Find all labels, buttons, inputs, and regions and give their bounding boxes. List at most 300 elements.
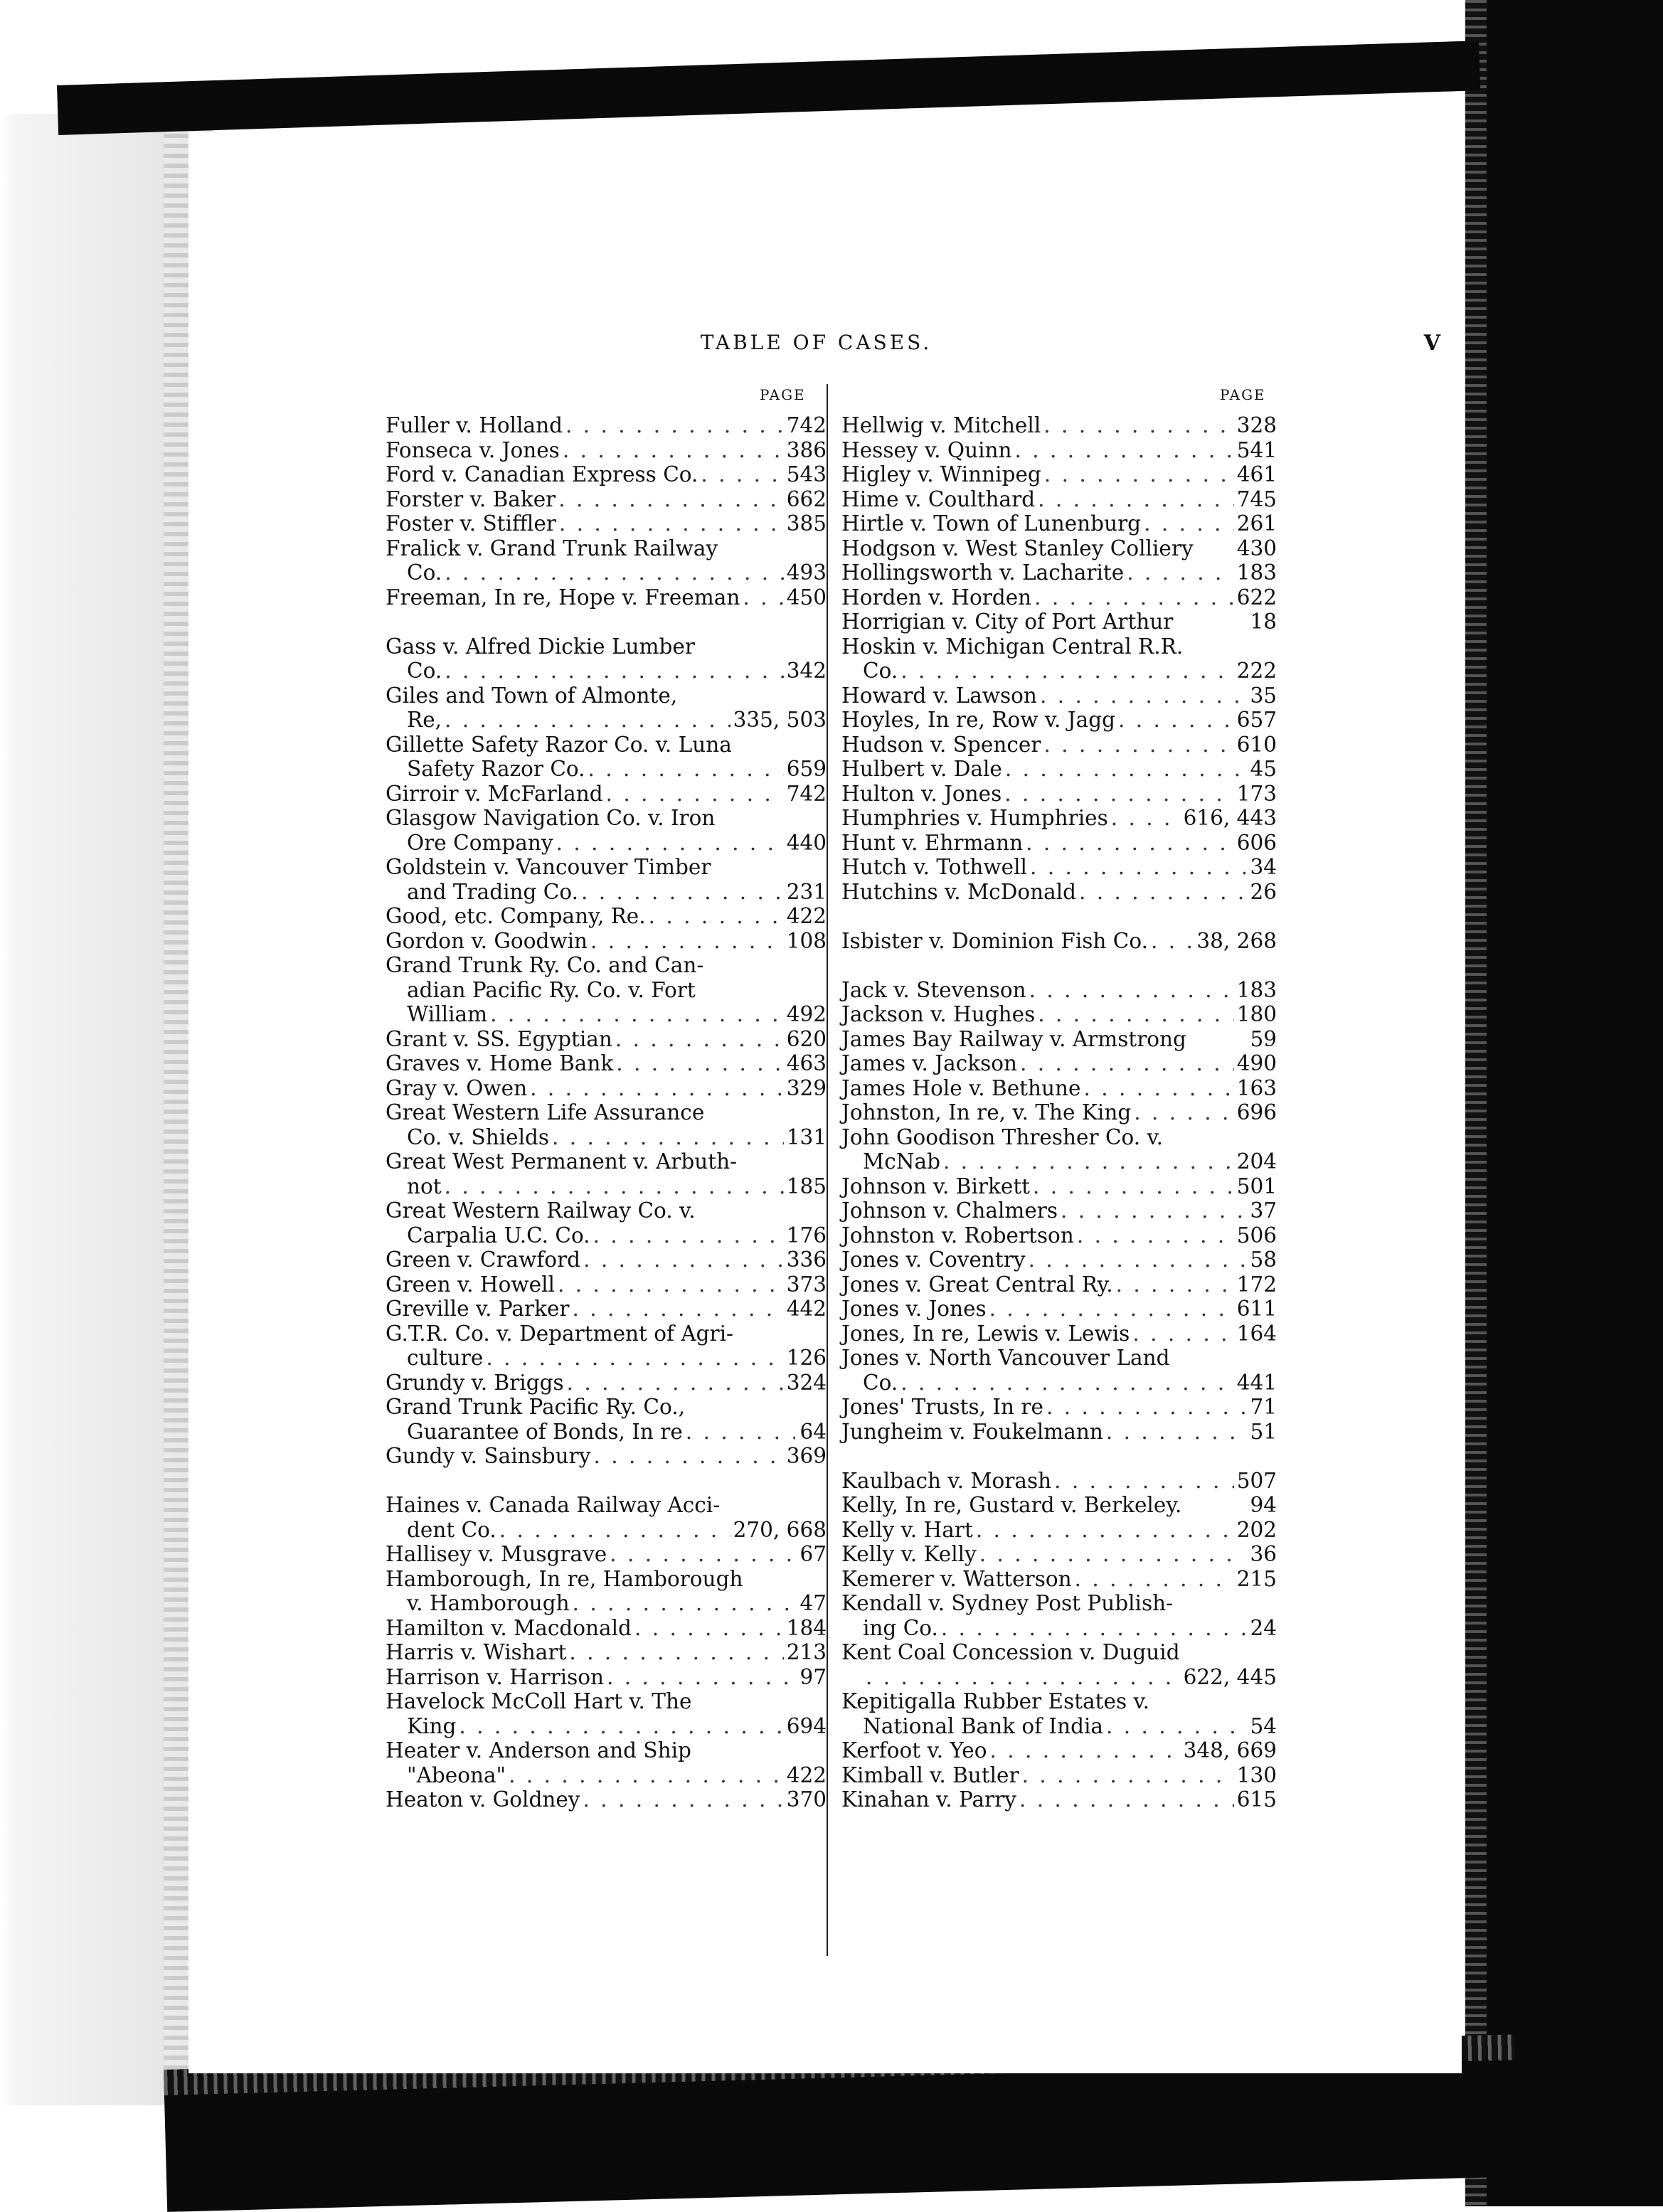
case-entry [841,978,1277,1003]
dot-leader [866,1665,1181,1690]
case-name: James v. Jackson [841,1051,1017,1075]
case-name: Grand Trunk Ry. Co. and Can- [386,953,704,977]
case-entry [841,1100,1277,1125]
case-page-number: 622, 445 [1183,1664,1277,1689]
dot-leader [1061,1198,1245,1223]
dot-leader [1038,487,1234,512]
case-page-number: 450 [786,585,827,610]
case-name: James Hole v. Bethune [841,1075,1081,1100]
case-page-number: 34 [1250,855,1277,879]
case-page-number: 543 [786,462,827,486]
case-name: Foster v. Stiffler [386,511,556,536]
dot-leader [1116,1272,1234,1297]
dot-leader [1106,1714,1245,1739]
dot-leader [1127,560,1233,585]
case-entry [841,536,1277,561]
dot-leader [686,1420,795,1445]
case-entry [841,684,1277,708]
case-entry [841,1125,1277,1150]
dot-leader [1111,806,1181,831]
case-entry [841,1787,1277,1812]
case-entry [841,1714,1277,1739]
case-name: G.T.R. Co. v. Department of Agri- [386,1321,734,1346]
dot-leader [1043,413,1233,438]
dot-leader [556,831,784,856]
case-name: Good, etc. Company, Re. [386,904,646,928]
case-entry [386,782,827,807]
case-entry [386,1665,827,1690]
case-page-number: 541 [1236,437,1277,462]
case-page-number: 173 [1236,781,1277,806]
case-name: Great Western Railway Co. v. [386,1198,696,1223]
case-entry [841,1738,1277,1763]
case-name: Goldstein v. Vancouver Timber [386,855,711,879]
dot-leader [499,1518,730,1543]
case-entry [841,1198,1277,1223]
case-page-number: 342 [786,659,827,683]
dot-leader [1022,1763,1234,1788]
case-entry [841,585,1277,610]
dot-leader [567,1371,784,1395]
case-name: Girroir v. McFarland [386,781,603,806]
dot-leader [610,1542,795,1567]
case-name: Co. [863,1370,898,1395]
case-entry [386,560,827,585]
case-page-number: 369 [786,1444,827,1468]
case-name: Glasgow Navigation Co. v. Iron [386,806,716,830]
dot-leader [1134,1100,1233,1125]
case-name: Jack v. Stevenson [841,977,1026,1002]
case-name: Kendall v. Sydney Post Publish- [841,1591,1174,1615]
case-entry [841,1223,1277,1248]
case-entry [386,1272,827,1297]
case-name: Gray v. Owen [386,1075,528,1100]
case-page-number: 662 [786,486,827,511]
dot-leader [743,585,783,610]
case-name: Jones' Trusts, In re [841,1395,1043,1419]
case-name: Jones v. North Vancouver Land [841,1346,1170,1370]
case-name: Johnston v. Robertson [841,1223,1074,1248]
page-title: TABLE OF CASES. [700,331,933,354]
case-page-number: 26 [1250,879,1277,904]
case-entry [841,1567,1277,1592]
dot-leader [616,1051,783,1076]
case-entry [386,1248,827,1272]
dot-leader [1029,1248,1245,1272]
case-name: Heaton v. Goldney [386,1787,580,1812]
case-name: not [407,1174,442,1198]
case-name: Great Western Life Assurance [386,1100,705,1124]
case-name: Co. [407,560,442,585]
case-entry [386,904,827,929]
case-name: Jackson v. Hughes [841,1002,1036,1026]
case-entry [386,1542,827,1567]
dot-leader [1083,1076,1233,1101]
case-page-number: 422 [786,1762,827,1787]
dot-leader [1043,733,1233,757]
case-page-number: 490 [1236,1051,1277,1075]
left-case-column [386,413,827,1812]
dot-leader [1026,831,1234,856]
case-page-number: 215 [1236,1566,1277,1591]
case-entry [386,1027,827,1052]
case-page-number: 694 [786,1713,827,1738]
case-page-number: 18 [1250,610,1277,634]
case-entry [841,413,1277,438]
case-name: Hulbert v. Dale [841,757,1002,781]
dot-leader [593,1444,783,1469]
case-name: Gillette Safety Razor Co. v. Luna [386,732,732,757]
dot-leader [1020,1051,1234,1076]
case-page-number: 37 [1250,1198,1277,1223]
case-page-number: 108 [786,928,827,953]
case-entry [386,1174,827,1199]
case-entry [386,536,827,561]
case-entry [386,1198,827,1223]
case-entry [386,1616,827,1641]
dot-leader [445,1174,784,1199]
case-page-number: 492 [786,1002,827,1026]
page-number: V [1423,331,1440,356]
case-entry [841,1272,1277,1297]
case-entry [386,585,827,610]
case-entry [841,806,1277,831]
dot-leader [1046,1395,1245,1420]
dot-leader [1151,929,1194,954]
case-entry [841,1002,1277,1027]
case-entry [841,880,1277,905]
case-entry [386,1493,827,1518]
case-name: Jones v. Jones [841,1297,987,1321]
case-name: adian Pacific Ry. Co. v. Fort [407,977,696,1002]
case-page-number: 745 [1236,486,1277,511]
case-name: Hamilton v. Macdonald [386,1615,632,1640]
case-name: Hutch v. Tothwell [841,855,1027,879]
dot-leader [583,1248,784,1272]
case-entry [386,733,827,757]
case-page-number: 183 [1236,560,1277,585]
case-page-number: 616, 443 [1183,806,1277,830]
case-entry [841,610,1277,634]
case-entry [386,1763,827,1788]
dot-leader [634,1616,784,1641]
dot-leader [1132,1322,1233,1346]
case-entry [841,1665,1277,1690]
case-page-number: 620 [786,1026,827,1051]
dot-leader [989,1297,1234,1322]
case-entry [841,1395,1277,1420]
case-entry [841,1518,1277,1543]
case-page-number: 35 [1250,683,1277,708]
case-entry [841,1174,1277,1199]
case-name: Hodgson v. West Stanley Colliery [841,536,1194,560]
case-name: Kelly v. Hart [841,1517,973,1542]
case-page-number: 183 [1236,977,1277,1002]
case-name: Re, [407,708,442,732]
dot-leader [1054,1469,1234,1494]
case-page-number: 386 [786,437,827,462]
case-entry [386,1051,827,1076]
dot-leader [590,929,784,954]
case-name: McNab [863,1149,941,1174]
case-name: Kaulbach v. Morash [841,1468,1052,1493]
case-name: and Trading Co. [407,879,578,904]
case-page-number: 463 [786,1051,827,1075]
dot-leader [1005,757,1245,782]
dot-leader [941,1616,1245,1641]
dot-leader [1118,708,1234,733]
case-page-number: 222 [1236,659,1277,683]
case-name: Havelock McColl Hart v. The [386,1689,692,1713]
case-entry [841,1027,1277,1052]
case-name: Fralick v. Grand Trunk Railway [386,536,718,560]
case-entry [841,1640,1277,1665]
scan-margin-top [57,41,1480,135]
case-entry [841,1051,1277,1076]
dot-leader [1144,511,1234,536]
case-name: Johnson v. Chalmers [841,1198,1058,1223]
case-name: Fonseca v. Jones [386,437,560,462]
case-page-number: 164 [1236,1321,1277,1346]
case-entry [386,413,827,438]
case-entry [386,438,827,463]
section-gap [841,953,1277,978]
case-page-number: 370 [786,1787,827,1812]
case-name: Safety Razor Co. [407,757,585,781]
case-name: Co. [863,659,898,683]
case-page-number: 64 [799,1419,827,1444]
left-column-page-heading: PAGE [760,386,806,403]
case-name: Graves v. Home Bank [386,1051,614,1075]
case-entry [386,1420,827,1445]
dot-leader [649,904,784,929]
case-entry [841,757,1277,782]
case-entry [386,487,827,512]
case-entry [386,806,827,831]
case-page-number: 493 [786,560,827,585]
case-page-number: 180 [1236,1002,1277,1026]
case-entry [841,1469,1277,1494]
case-entry [386,1640,827,1665]
section-gap [386,610,827,634]
case-name: Howard v. Lawson [841,683,1037,708]
case-entry [841,487,1277,512]
case-page-number: 659 [786,757,827,781]
case-entry [386,1297,827,1322]
dot-leader [530,1076,784,1101]
dot-leader [1106,1420,1245,1445]
dot-leader [565,413,784,438]
case-page-number: 348, 669 [1183,1738,1277,1762]
dot-leader [573,1297,784,1322]
case-name: Jones v. Great Central Ry. [841,1272,1113,1297]
dot-leader [1075,1567,1234,1592]
case-name: Heater v. Anderson and Ship [386,1738,691,1762]
case-entry [841,1248,1277,1272]
case-page-number: 51 [1250,1419,1277,1444]
case-name: culture [407,1346,484,1370]
case-entry [841,782,1277,807]
case-page-number: 328 [1236,413,1277,437]
dot-leader [1038,1002,1233,1027]
case-name: William [407,1002,488,1026]
case-entry [386,855,827,880]
case-entry [386,1002,827,1027]
case-page-number: 442 [786,1297,827,1321]
case-name: ing Co. [863,1615,938,1640]
case-entry [386,1444,827,1469]
case-page-number: 58 [1250,1248,1277,1272]
case-page-number: 261 [1236,511,1277,536]
case-name: Hollingsworth v. Lacharite [841,560,1125,585]
case-name: Haines v. Canada Railway Acci- [386,1493,721,1517]
case-page-number: 373 [786,1272,827,1297]
dot-leader [1044,462,1234,487]
case-entry [841,659,1277,684]
dot-leader [615,1027,784,1052]
case-name: Hirtle v. Town of Lunenburg [841,511,1142,536]
case-entry [841,708,1277,733]
page-header [188,331,1455,366]
case-entry [386,757,827,782]
case-entry [386,462,827,487]
case-entry [386,1395,827,1420]
case-entry [841,1616,1277,1641]
case-name: Gundy v. Sainsbury [386,1444,591,1468]
dot-leader [445,708,730,733]
case-page-number: 441 [1236,1370,1277,1395]
case-name: Freeman, In re, Hope v. Freeman [386,585,740,610]
case-entry [386,880,827,905]
case-name: Kepitigalla Rubber Estates v. [841,1689,1150,1713]
dot-leader [490,1002,784,1027]
case-page-number: 336 [786,1248,827,1272]
case-entry [841,511,1277,536]
case-name: Kerfoot v. Yeo [841,1738,987,1762]
case-entry [841,1420,1277,1445]
case-entry [841,733,1277,757]
dot-leader [509,1763,784,1788]
case-entry [841,1591,1277,1616]
case-page-number: 231 [786,879,827,904]
case-page-number: 506 [1236,1223,1277,1248]
case-page-number: 213 [786,1640,827,1664]
case-entry [841,1371,1277,1395]
dot-leader [581,880,784,905]
case-entry [386,708,827,733]
case-name: Hulton v. Jones [841,781,1002,806]
case-entry [386,1322,827,1346]
dot-leader [459,1714,783,1739]
case-page-number: 131 [786,1124,827,1149]
dot-leader [445,659,783,684]
case-entry [386,1518,827,1543]
case-name: James Bay Railway v. Armstrong [841,1026,1186,1051]
case-entry [386,1567,827,1592]
case-name: Harrison v. Harrison [386,1664,604,1689]
case-entry [386,1149,827,1174]
case-name: Harris v. Wishart [386,1640,567,1664]
scan-margin-right [1465,0,1663,2206]
dot-leader [1029,978,1234,1003]
case-entry [841,1689,1277,1714]
case-name: Grand Trunk Pacific Ry. Co., [386,1395,685,1419]
dot-leader [583,1787,783,1812]
case-page-number: 24 [1250,1615,1277,1640]
case-page-number: 440 [786,830,827,855]
dot-leader [976,1518,1234,1543]
dot-leader [573,1591,795,1616]
case-page-number: 45 [1250,757,1277,781]
case-name: John Goodison Thresher Co. v. [841,1124,1164,1149]
case-name: Kemerer v. Watterson [841,1566,1072,1591]
case-page-number: 202 [1236,1517,1277,1542]
dot-leader [979,1542,1245,1567]
dot-leader [569,1640,783,1665]
dot-leader [563,438,784,463]
case-page-number: 94 [1250,1493,1277,1517]
case-page-number: 126 [786,1346,827,1370]
case-name: Ford v. Canadian Express Co. [386,462,698,486]
section-gap [386,1469,827,1494]
dot-leader [900,1371,1233,1395]
column-divider [827,384,828,1956]
case-name: Kelly, In re, Gustard v. Berkeley. [841,1493,1182,1517]
case-page-number: 696 [1236,1100,1277,1124]
case-page-number: 176 [786,1223,827,1248]
case-page-number: 54 [1250,1713,1277,1738]
case-name: Hallisey v. Musgrave [386,1542,607,1566]
case-entry [386,511,827,536]
case-page-number: 507 [1236,1468,1277,1493]
dot-leader [1040,684,1245,708]
dot-leader [1015,438,1234,463]
case-name: King [407,1713,457,1738]
case-entry [841,855,1277,880]
case-page-number: 172 [1236,1272,1277,1297]
case-page-number: 615 [1236,1787,1277,1812]
case-entry [841,831,1277,856]
case-name: Grundy v. Briggs [386,1370,564,1395]
case-page-number: 270, 668 [733,1517,827,1542]
case-entry [841,1493,1277,1518]
case-name: Hoyles, In re, Row v. Jagg [841,708,1115,732]
case-name: dent Co. [407,1517,496,1542]
case-entry [386,1714,827,1739]
case-entry [386,634,827,659]
case-page-number: 430 [1236,536,1277,560]
case-name: Horrigian v. City of Port Arthur [841,610,1174,634]
case-entry [841,1763,1277,1788]
dot-leader [558,1272,784,1297]
case-name: Jungheim v. Foukelmann [841,1419,1103,1444]
case-entry [386,1371,827,1395]
case-name: Kelly v. Kelly [841,1542,977,1566]
case-entry [841,560,1277,585]
case-page-number: 130 [1236,1762,1277,1787]
case-name: Jones v. Coventry [841,1248,1026,1272]
case-name: Carpalia U.C. Co. [407,1223,590,1248]
case-page-number: 47 [799,1591,827,1615]
case-name: Fuller v. Holland [386,413,563,437]
case-name: Higley v. Winnipeg [841,462,1041,486]
case-name: Hunt v. Ehrmann [841,830,1024,855]
case-entry [841,1322,1277,1346]
dot-leader [558,487,783,512]
case-name: Hoskin v. Michigan Central R.R. [841,634,1184,659]
dot-leader [445,560,783,585]
case-entry [841,1346,1277,1371]
